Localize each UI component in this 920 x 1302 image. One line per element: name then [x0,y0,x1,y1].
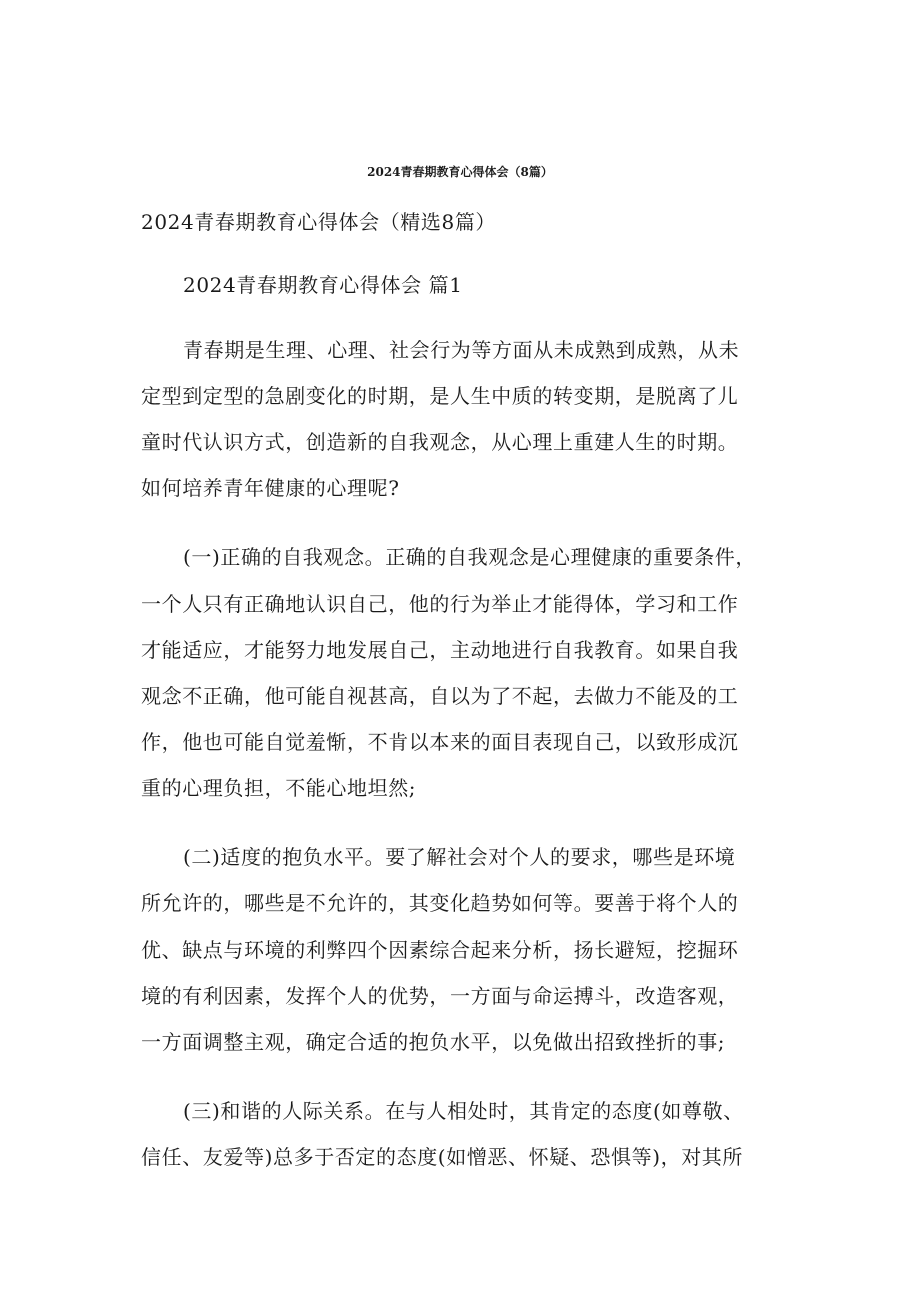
paragraph-line: (二)适度的抱负水平。要了解社会对个人的要求，哪些是环境 [183,845,736,869]
paragraph-line: 才能适应，才能努力地发展自己，主动地进行自我教育。如果自我 [141,638,739,662]
paragraph-line: 青春期是生理、心理、社会行为等方面从未成熟到成熟，从未 [183,338,740,362]
paragraph-line: 一方面调整主观，确定合适的抱负水平，以免做出招致挫折的事; [141,1030,726,1054]
paragraph-line: 童时代认识方式，创造新的自我观念，从心理上重建人生的时期。 [141,430,739,454]
paragraph-line: 作，他也可能自觉羞惭，不肯以本来的面目表现自己，以致形成沉 [141,730,739,754]
paragraph-line: (一)正确的自我观念。正确的自我观念是心理健康的重要条件， [183,545,757,569]
paragraph-line: (三)和谐的人际关系。在与人相处时，其肯定的态度(如尊敬、 [183,1099,744,1123]
paragraph-line: 一个人只有正确地认识自己，他的行为举止才能得体，学习和工作 [141,592,739,616]
paragraph-line: 境的有利因素，发挥个人的优势，一方面与命运搏斗，改造客观， [141,984,739,1008]
paragraph-line: 所允许的，哪些是不允许的，其变化趋势如何等。要善于将个人的 [141,891,739,915]
paragraph-line: 信任、友爱等)总多于否定的态度(如憎恶、怀疑、恐惧等)，对其所 [141,1145,744,1169]
document-subtitle: 2024青春期教育心得体会（精选8篇） [141,210,497,234]
paragraph-line: 重的心理负担，不能心地坦然; [141,776,417,800]
document-title: 2024青春期教育心得体会（8篇） [367,165,553,179]
paragraph-line: 如何培养青年健康的心理呢? [141,476,400,500]
paragraph-line: 定型到定型的急剧变化的时期，是人生中质的转变期，是脱离了儿 [141,384,739,408]
section-heading: 2024青春期教育心得体会 篇1 [183,273,463,297]
paragraph-line: 观念不正确，他可能自视甚高，自以为了不起，去做力不能及的工 [141,684,739,708]
paragraph-line: 优、缺点与环境的利弊四个因素综合起来分析，扬长避短，挖掘环 [141,938,739,962]
